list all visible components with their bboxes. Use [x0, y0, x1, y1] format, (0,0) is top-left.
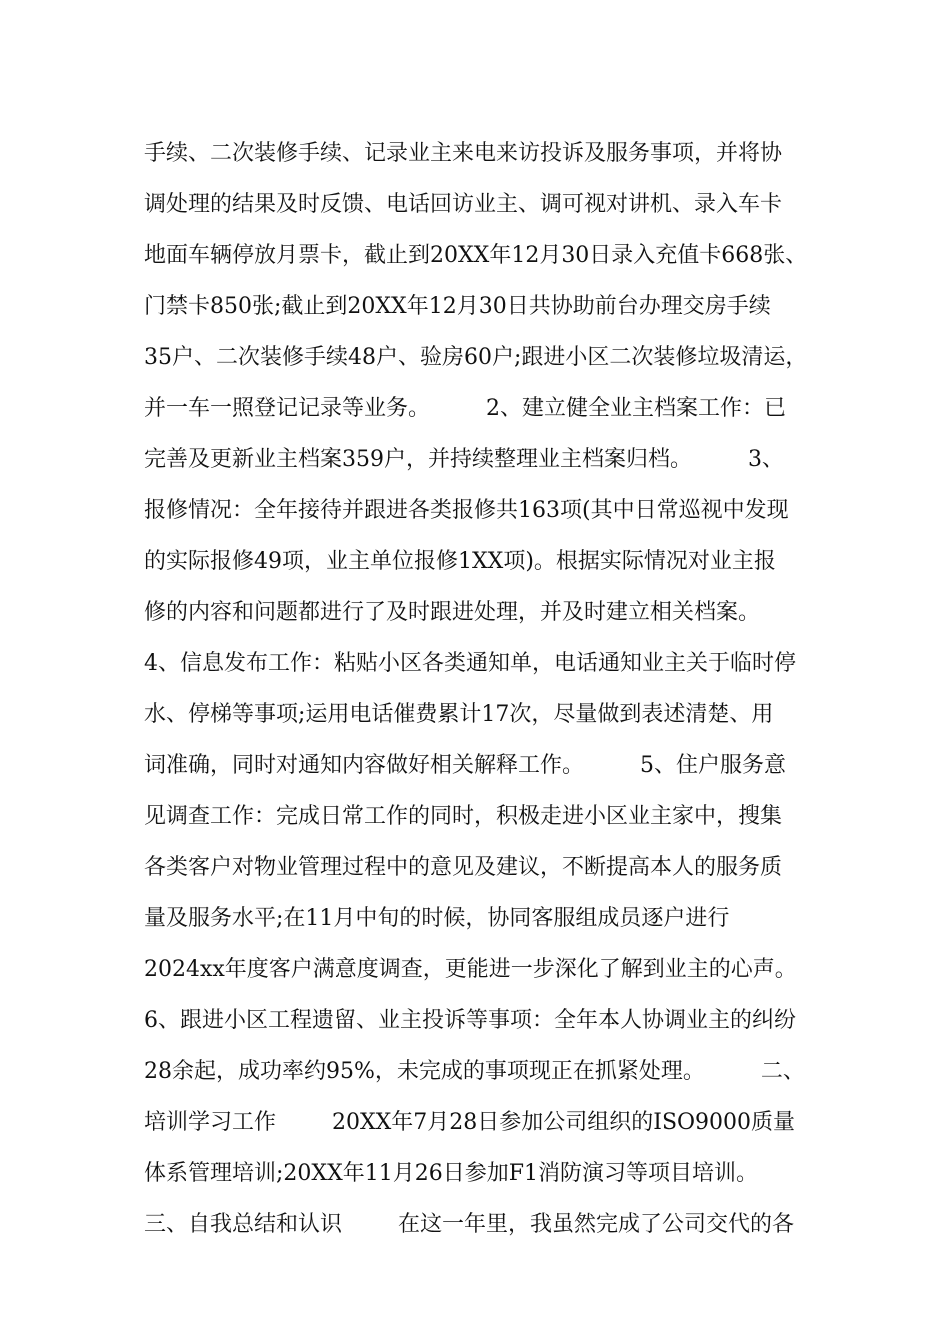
text-line: 修的内容和问题都进行了及时跟进处理，并及时建立相关档案。 — [144, 600, 761, 625]
text-line: 门禁卡850张;截止到20XX年12月30日共协助前台办理交房手续 — [144, 294, 771, 319]
text-line: 水、停梯等事项;运用电话催费累计17次，尽量做到表述清楚、用 — [144, 702, 774, 727]
text-line: 28余起，成功率约95%，未完成的事项现正在抓紧处理。 二、 — [144, 1059, 805, 1084]
text-line: 完善及更新业主档案359户，并持续整理业主档案归档。 3、 — [144, 447, 784, 472]
body-text — [144, 128, 824, 1250]
text-line: 手续、二次装修手续、记录业主来电来访投诉及服务事项，并将协 — [144, 141, 783, 166]
text-line: 6、跟进小区工程遗留、业主投诉等事项：全年本人协调业主的纠纷 — [144, 1008, 796, 1033]
text-line: 三、自我总结和认识 在这一年里，我虽然完成了公司交代的各 — [144, 1212, 794, 1237]
text-line: 4、信息发布工作：粘贴小区各类通知单，电话通知业主关于临时停 — [144, 651, 796, 676]
text-line: 35户、二次装修手续48户、验房60户;跟进小区二次装修垃圾清运， — [144, 345, 808, 370]
text-line: 的实际报修49项，业主单位报修1XX项)。根据实际情况对业主报 — [144, 549, 776, 574]
text-line: 词准确，同时对通知内容做好相关解释工作。 5、住户服务意 — [144, 753, 786, 778]
text-line: 地面车辆停放月票卡，截止到20XX年12月30日录入充值卡668张、 — [144, 243, 808, 268]
text-line: 体系管理培训;20XX年11月26日参加F1消防演习等项目培训。 — [144, 1161, 758, 1186]
text-line: 调处理的结果及时反馈、电话回访业主、调可视对讲机、录入车卡 — [144, 192, 783, 217]
text-line: 并一车一照登记记录等业务。 2、建立健全业主档案工作：已 — [144, 396, 786, 421]
text-line: 见调查工作：完成日常工作的同时，积极走进小区业主家中，搜集 — [144, 804, 783, 829]
text-line: 量及服务水平;在11月中旬的时候，协同客服组成员逐户进行 — [144, 906, 730, 931]
text-line: 报修情况：全年接待并跟进各类报修共163项(其中日常巡视中发现 — [144, 498, 789, 523]
text-line: 2024xx年度客户满意度调查，更能进一步深化了解到业主的心声。 — [144, 957, 797, 982]
text-line: 培训学习工作 20XX年7月28日参加公司组织的ISO9000质量 — [144, 1110, 796, 1135]
text-line: 各类客户对物业管理过程中的意见及建议，不断提高本人的服务质 — [144, 855, 783, 880]
